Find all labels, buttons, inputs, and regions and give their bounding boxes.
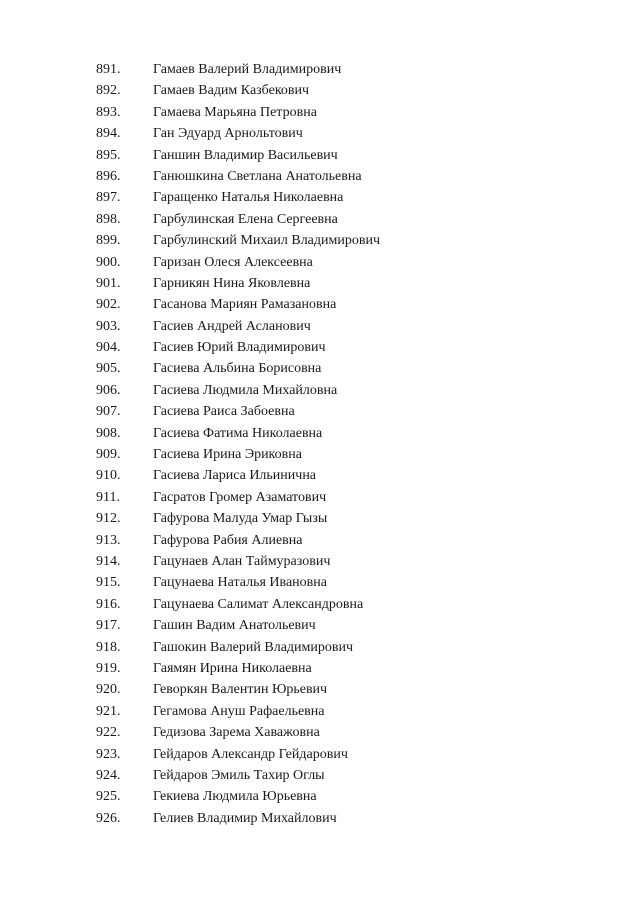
name-list bbox=[0, 59, 640, 829]
entry-number: 895. bbox=[96, 147, 121, 163]
list-item bbox=[0, 145, 640, 166]
entry-number: 913. bbox=[96, 532, 121, 548]
entry-name: Гаямян Ирина Николаевна bbox=[153, 660, 312, 676]
list-item bbox=[0, 316, 640, 337]
entry-name: Гасиев Юрий Владимирович bbox=[153, 340, 326, 356]
entry-number: 909. bbox=[96, 447, 121, 463]
list-item bbox=[0, 230, 640, 251]
list-item bbox=[0, 166, 640, 187]
list-item bbox=[0, 658, 640, 679]
entry-number: 915. bbox=[96, 575, 121, 591]
list-item bbox=[0, 209, 640, 230]
list-item bbox=[0, 808, 640, 829]
entry-name: Гасиева Альбина Борисовна bbox=[153, 361, 322, 377]
list-item bbox=[0, 273, 640, 294]
entry-number: 905. bbox=[96, 361, 121, 377]
entry-number: 925. bbox=[96, 789, 121, 805]
entry-name: Гасратов Громер Азаматович bbox=[153, 489, 327, 505]
entry-number: 922. bbox=[96, 725, 121, 741]
entry-name: Гамаев Валерий Владимирович bbox=[153, 62, 342, 77]
entry-number: 914. bbox=[96, 553, 121, 569]
entry-number: 917. bbox=[96, 618, 121, 634]
list-item bbox=[0, 701, 640, 722]
entry-name: Гамаев Вадим Казбекович bbox=[153, 83, 310, 99]
entry-number: 921. bbox=[96, 703, 121, 719]
entry-name: Гацунаев Алан Таймуразович bbox=[153, 553, 331, 569]
list-item bbox=[0, 380, 640, 401]
entry-name: Гашин Вадим Анатольевич bbox=[153, 618, 316, 634]
entry-number: 903. bbox=[96, 318, 121, 334]
entry-name: Гарникян Нина Яковлевна bbox=[153, 275, 311, 291]
list-item bbox=[0, 594, 640, 615]
entry-name: Гасиева Фатима Николаевна bbox=[153, 425, 323, 441]
list-item bbox=[0, 679, 640, 700]
list-item bbox=[0, 358, 640, 379]
entry-number: 916. bbox=[96, 596, 121, 612]
list-item bbox=[0, 252, 640, 273]
entry-name: Гегамова Ануш Рафаельевна bbox=[153, 703, 325, 719]
entry-number: 907. bbox=[96, 404, 121, 420]
list-item bbox=[0, 722, 640, 743]
entry-name: Гацунаева Наталья Ивановна bbox=[153, 575, 327, 591]
entry-name: Гафурова Рабия Алиевна bbox=[153, 532, 303, 548]
list-item bbox=[0, 786, 640, 807]
list-item bbox=[0, 123, 640, 144]
entry-number: 904. bbox=[96, 340, 121, 356]
entry-number: 900. bbox=[96, 254, 121, 270]
list-item bbox=[0, 337, 640, 358]
list-item bbox=[0, 487, 640, 508]
entry-name: Гасанова Мариян Рамазановна bbox=[153, 297, 337, 313]
entry-name: Гелиев Владимир Михайлович bbox=[153, 810, 337, 826]
entry-number: 894. bbox=[96, 126, 121, 142]
entry-number: 901. bbox=[96, 275, 121, 291]
list-item bbox=[0, 102, 640, 123]
entry-number: 919. bbox=[96, 660, 121, 676]
list-item bbox=[0, 572, 640, 593]
list-item bbox=[0, 423, 640, 444]
entry-name: Гедизова Зарема Хаважовна bbox=[153, 725, 320, 741]
entry-name: Ган Эдуард Арнольтович bbox=[153, 126, 303, 142]
list-item bbox=[0, 615, 640, 636]
entry-name: Гашокин Валерий Владимирович bbox=[153, 639, 354, 655]
entry-number: 924. bbox=[96, 767, 121, 783]
entry-name: Гацунаева Салимат Александровна bbox=[153, 596, 364, 612]
entry-name: Гасиев Андрей Асланович bbox=[153, 318, 311, 334]
entry-name: Гафурова Малуда Умар Гызы bbox=[153, 511, 328, 527]
entry-number: 891. bbox=[96, 62, 121, 77]
entry-number: 896. bbox=[96, 168, 121, 184]
entry-name: Гейдаров Александр Гейдарович bbox=[153, 746, 348, 762]
entry-name: Гаращенко Наталья Николаевна bbox=[153, 190, 344, 206]
list-item bbox=[0, 444, 640, 465]
entry-number: 926. bbox=[96, 810, 121, 826]
entry-name: Ганшин Владимир Васильевич bbox=[153, 147, 338, 163]
list-item bbox=[0, 765, 640, 786]
entry-number: 899. bbox=[96, 233, 121, 249]
list-item bbox=[0, 401, 640, 422]
entry-name: Ганюшкина Светлана Анатольевна bbox=[153, 168, 362, 184]
entry-number: 910. bbox=[96, 468, 121, 484]
list-item bbox=[0, 744, 640, 765]
list-item bbox=[0, 637, 640, 658]
entry-name: Гекиева Людмила Юрьевна bbox=[153, 789, 317, 805]
list-item bbox=[0, 465, 640, 486]
entry-name: Гарбулинская Елена Сергеевна bbox=[153, 211, 338, 227]
entry-name: Гейдаров Эмиль Тахир Оглы bbox=[153, 767, 325, 783]
list-item bbox=[0, 294, 640, 315]
entry-number: 897. bbox=[96, 190, 121, 206]
entry-number: 902. bbox=[96, 297, 121, 313]
entry-number: 912. bbox=[96, 511, 121, 527]
entry-name: Гаризан Олеся Алексеевна bbox=[153, 254, 313, 270]
list-item bbox=[0, 59, 640, 80]
list-item bbox=[0, 80, 640, 101]
entry-name: Гасиева Ирина Эриковна bbox=[153, 447, 302, 463]
entry-number: 911. bbox=[96, 489, 120, 505]
entry-number: 923. bbox=[96, 746, 121, 762]
entry-number: 898. bbox=[96, 211, 121, 227]
entry-number: 918. bbox=[96, 639, 121, 655]
entry-name: Гарбулинский Михаил Владимирович bbox=[153, 233, 381, 249]
entry-number: 893. bbox=[96, 104, 121, 120]
entry-name: Гасиева Лариса Ильинична bbox=[153, 468, 317, 484]
entry-name: Гасиева Раиса Забоевна bbox=[153, 404, 295, 420]
entry-number: 906. bbox=[96, 382, 121, 398]
entry-number: 908. bbox=[96, 425, 121, 441]
list-item bbox=[0, 551, 640, 572]
entry-number: 892. bbox=[96, 83, 121, 99]
list-item bbox=[0, 530, 640, 551]
entry-name: Гамаева Марьяна Петровна bbox=[153, 104, 317, 120]
entry-number: 920. bbox=[96, 682, 121, 698]
list-item bbox=[0, 187, 640, 208]
entry-name: Гасиева Людмила Михайловна bbox=[153, 382, 338, 398]
list-item bbox=[0, 508, 640, 529]
entry-name: Геворкян Валентин Юрьевич bbox=[153, 682, 328, 698]
